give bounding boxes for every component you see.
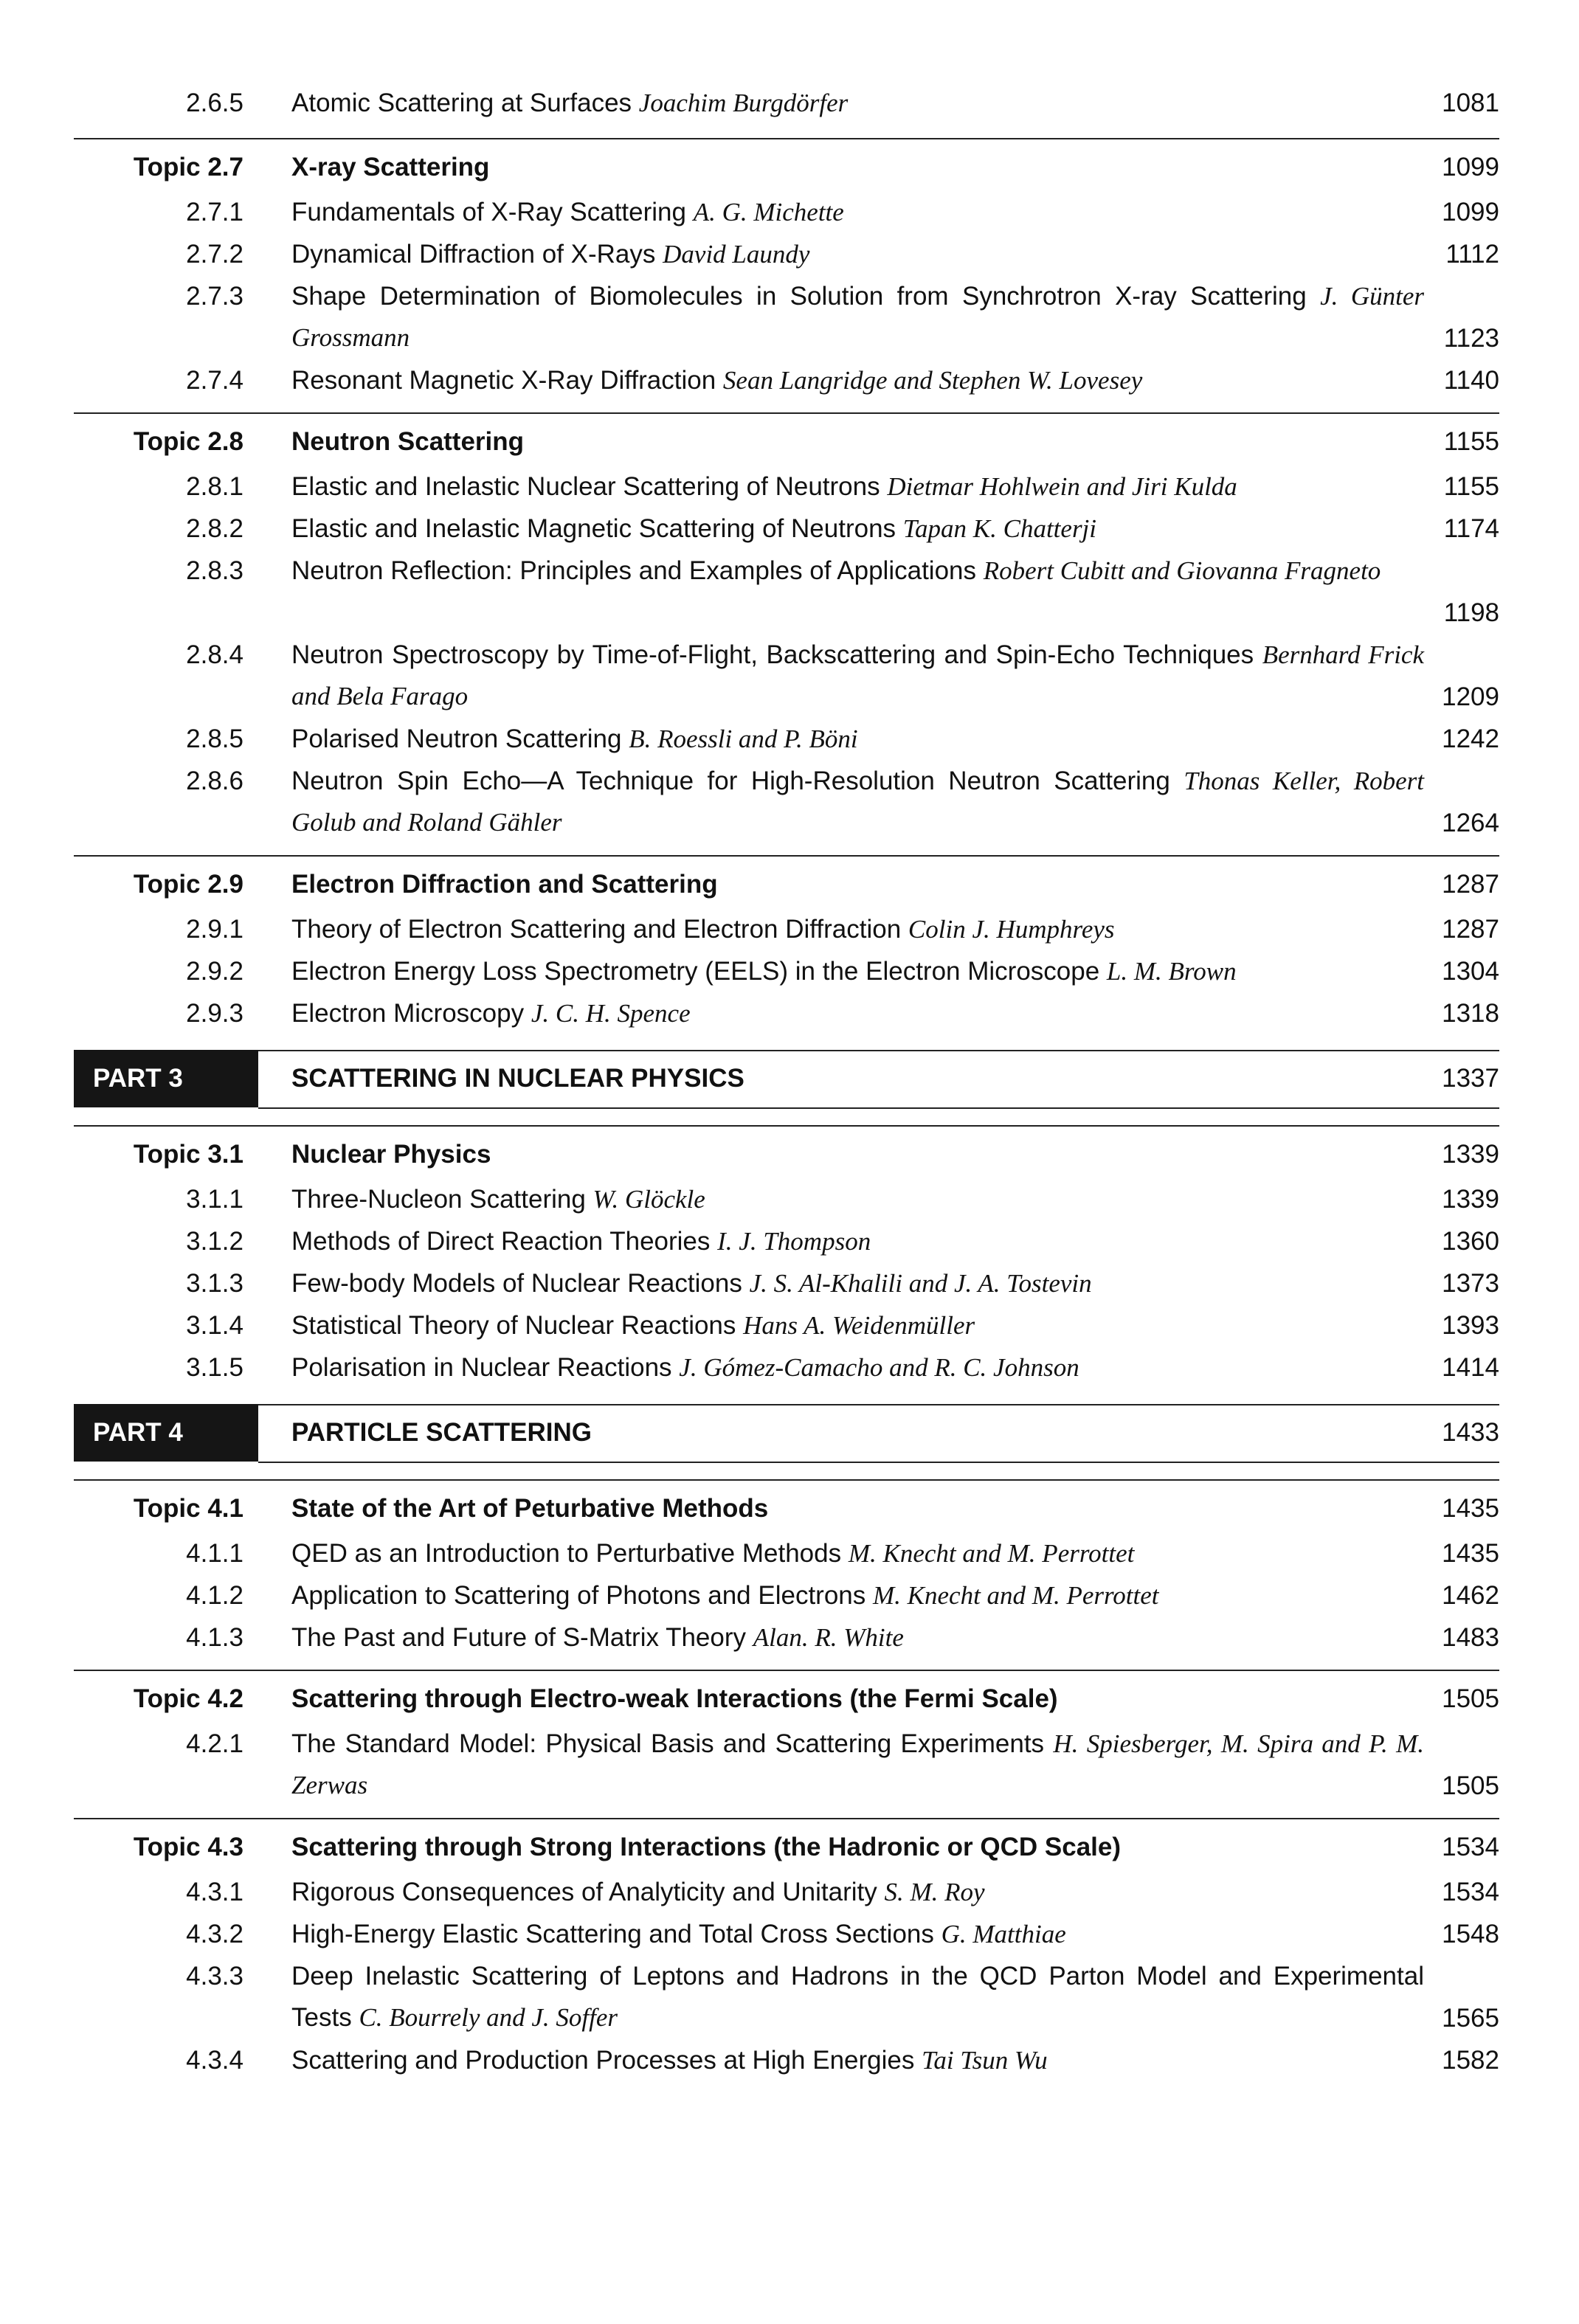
entry-number: 2.7.2 bbox=[186, 240, 243, 269]
entry-text bbox=[291, 634, 1424, 717]
entry-number: 2.8.6 bbox=[186, 767, 243, 795]
entry-title: High-Energy Elastic Scattering and Total Cross Sections bbox=[291, 1920, 934, 1948]
entry-page-number: 1534 bbox=[1442, 1878, 1499, 1906]
entry-author: S. M. Roy bbox=[884, 1878, 985, 1906]
entry-title: Resonant Magnetic X-Ray Diffraction bbox=[291, 366, 716, 395]
entry-page-number: 1360 bbox=[1442, 1227, 1499, 1256]
entry-text bbox=[291, 2040, 1383, 2081]
entry-title: Neutron Spin Echo—A Technique for High-Resolution Neutron Scattering bbox=[291, 767, 1170, 795]
toc-entry[interactable] bbox=[0, 466, 1579, 508]
entry-author: Joachim Burgdörfer bbox=[638, 89, 849, 117]
toc-entry[interactable] bbox=[0, 360, 1579, 402]
entry-title: Electron Energy Loss Spectrometry (EELS) in the Electron Microscope bbox=[291, 957, 1100, 986]
entry-page-number: 1373 bbox=[1442, 1269, 1499, 1298]
topic-title: Nuclear Physics bbox=[291, 1140, 491, 1169]
toc-entry[interactable] bbox=[0, 83, 1579, 125]
entry-author: Sean Langridge and Stephen W. Lovesey bbox=[722, 366, 1143, 395]
entry-title: Polarised Neutron Scattering bbox=[291, 724, 622, 753]
topic-divider bbox=[74, 1670, 1499, 1671]
entry-page-number: 1414 bbox=[1442, 1353, 1499, 1382]
entry-page-number: 1318 bbox=[1442, 999, 1499, 1028]
entry-text bbox=[291, 719, 1383, 760]
toc-entry[interactable] bbox=[0, 719, 1579, 761]
entry-text bbox=[291, 83, 1383, 124]
entry-title: The Standard Model: Physical Basis and Scattering Experiments bbox=[291, 1729, 1045, 1758]
entry-author: Colin J. Humphreys bbox=[908, 915, 1115, 944]
toc-entry[interactable] bbox=[0, 1221, 1579, 1263]
entry-page-number: 1099 bbox=[1442, 198, 1499, 226]
entry-title: Elastic and Inelastic Magnetic Scattering of Neutrons bbox=[291, 514, 896, 543]
entry-title: QED as an Introduction to Perturbative Methods bbox=[291, 1539, 842, 1568]
toc-entry[interactable] bbox=[0, 761, 1579, 845]
entry-author: M. Knecht and M. Perrottet bbox=[848, 1539, 1135, 1568]
entry-number: 2.6.5 bbox=[186, 89, 243, 117]
toc-entry[interactable] bbox=[0, 1347, 1579, 1389]
part-rule-bottom bbox=[258, 1462, 1499, 1463]
entry-text bbox=[291, 1956, 1424, 2038]
entry-title: Deep Inelastic Scattering of Leptons and Hadrons in the QCD Parton Model and Experimental Tests bbox=[291, 1962, 1424, 2032]
entry-page-number: 1339 bbox=[1442, 1185, 1499, 1214]
topic-heading[interactable] bbox=[0, 864, 1579, 906]
topic-title: State of the Art of Peturbative Methods bbox=[291, 1494, 769, 1523]
entry-author: Thonas Keller, Robert Golub and Roland Gähler bbox=[291, 767, 1424, 837]
toc-entry[interactable] bbox=[0, 234, 1579, 276]
topic-label: Topic 2.9 bbox=[133, 870, 243, 899]
entry-text bbox=[291, 192, 1383, 233]
entry-author: J. Gómez-Camacho and R. C. Johnson bbox=[679, 1353, 1079, 1382]
entry-page-number: 1081 bbox=[1442, 89, 1499, 117]
entry-author: Hans A. Weidenmüller bbox=[743, 1311, 975, 1340]
entry-page-number: 1123 bbox=[1443, 324, 1499, 353]
entry-author: C. Bourrely and J. Soffer bbox=[359, 2003, 618, 2032]
entry-number: 2.9.1 bbox=[186, 915, 243, 944]
entry-page-number: 1393 bbox=[1442, 1311, 1499, 1340]
entry-number: 2.8.5 bbox=[186, 724, 243, 753]
topic-label: Topic 2.7 bbox=[133, 153, 243, 181]
entry-title: Shape Determination of Biomolecules in Solution from Synchrotron X-ray Scattering bbox=[291, 282, 1307, 311]
topic-page-number: 1099 bbox=[1442, 153, 1499, 181]
entry-number: 2.8.4 bbox=[186, 640, 243, 669]
part-label-box: PART 4 bbox=[74, 1404, 258, 1462]
entry-text bbox=[291, 761, 1424, 843]
entry-title: Three-Nucleon Scattering bbox=[291, 1185, 586, 1214]
toc-entry[interactable] bbox=[0, 550, 1579, 634]
entry-page-number: 1582 bbox=[1442, 2046, 1499, 2075]
topic-divider bbox=[74, 1479, 1499, 1481]
entry-page-number: 1198 bbox=[1443, 598, 1499, 627]
entry-number: 4.2.1 bbox=[186, 1729, 243, 1758]
entry-page-number: 1483 bbox=[1442, 1623, 1499, 1652]
topic-title: Scattering through Electro-weak Interactions (the Fermi Scale) bbox=[291, 1684, 1058, 1713]
entry-author: W. Glöckle bbox=[592, 1185, 705, 1214]
entry-text bbox=[291, 1914, 1383, 1955]
entry-author: L. M. Brown bbox=[1106, 957, 1237, 986]
entry-title: Few-body Models of Nuclear Reactions bbox=[291, 1269, 742, 1298]
entry-number: 2.8.1 bbox=[186, 472, 243, 501]
entry-title: Polarisation in Nuclear Reactions bbox=[291, 1353, 672, 1382]
topic-divider bbox=[74, 1125, 1499, 1127]
topic-heading[interactable] bbox=[0, 1134, 1579, 1176]
entry-page-number: 1155 bbox=[1443, 472, 1499, 501]
toc-entry[interactable] bbox=[0, 276, 1579, 360]
entry-author: Tapan K. Chatterji bbox=[902, 514, 1097, 543]
topic-page-number: 1339 bbox=[1442, 1140, 1499, 1169]
entry-text bbox=[291, 276, 1424, 359]
entry-title: Methods of Direct Reaction Theories bbox=[291, 1227, 711, 1256]
topic-title: X-ray Scattering bbox=[291, 153, 490, 181]
toc-entry[interactable] bbox=[0, 1956, 1579, 2040]
topic-heading[interactable] bbox=[0, 147, 1579, 189]
topic-divider bbox=[74, 138, 1499, 139]
entry-number: 4.3.4 bbox=[186, 2046, 243, 2075]
entry-page-number: 1505 bbox=[1442, 1771, 1499, 1800]
entry-text bbox=[291, 508, 1383, 550]
toc-entry[interactable] bbox=[0, 508, 1579, 550]
entry-author: Alan. R. White bbox=[753, 1623, 904, 1652]
entry-number: 4.1.1 bbox=[186, 1539, 243, 1568]
entry-title: Elastic and Inelastic Nuclear Scattering of Neutrons bbox=[291, 472, 880, 501]
topic-divider bbox=[74, 855, 1499, 857]
entry-text bbox=[291, 550, 1424, 592]
toc-entry[interactable] bbox=[0, 909, 1579, 951]
entry-text bbox=[291, 951, 1383, 992]
entry-number: 4.3.1 bbox=[186, 1878, 243, 1906]
part-title[interactable]: SCATTERING IN NUCLEAR PHYSICS bbox=[291, 1064, 744, 1093]
entry-number: 4.1.2 bbox=[186, 1581, 243, 1610]
entry-author: B. Roessli and P. Böni bbox=[629, 724, 858, 753]
entry-author: H. Spiesberger, M. Spira and P. M. Zerwas bbox=[291, 1729, 1424, 1799]
entry-number: 2.9.3 bbox=[186, 999, 243, 1028]
toc-entry[interactable] bbox=[0, 1723, 1579, 1808]
entry-page-number: 1462 bbox=[1442, 1581, 1499, 1610]
entry-page-number: 1548 bbox=[1442, 1920, 1499, 1948]
entry-author: G. Matthiae bbox=[941, 1920, 1066, 1948]
entry-text bbox=[291, 466, 1383, 508]
entry-text bbox=[291, 993, 1383, 1034]
entry-author: Dietmar Hohlwein and Jiri Kulda bbox=[887, 472, 1237, 501]
topic-label: Topic 2.8 bbox=[133, 427, 243, 456]
toc-entry[interactable] bbox=[0, 1179, 1579, 1221]
topic-title: Electron Diffraction and Scattering bbox=[291, 870, 718, 899]
entry-text bbox=[291, 1347, 1383, 1388]
entry-text bbox=[291, 909, 1383, 950]
entry-text bbox=[291, 1575, 1383, 1616]
topic-divider bbox=[74, 412, 1499, 414]
entry-text bbox=[291, 1263, 1383, 1304]
toc-entry[interactable] bbox=[0, 951, 1579, 993]
entry-title: Theory of Electron Scattering and Electron Diffraction bbox=[291, 915, 902, 944]
topic-divider bbox=[74, 1818, 1499, 1819]
topic-page-number: 1287 bbox=[1442, 870, 1499, 899]
topic-page-number: 1505 bbox=[1442, 1684, 1499, 1713]
entry-number: 2.7.4 bbox=[186, 366, 243, 395]
entry-author: J. Günter Grossmann bbox=[291, 282, 1424, 352]
topic-page-number: 1155 bbox=[1443, 427, 1499, 456]
entry-title: Neutron Spectroscopy by Time-of-Flight, Backscattering and Spin-Echo Techniques bbox=[291, 640, 1254, 669]
entry-text bbox=[291, 234, 1383, 275]
entry-page-number: 1140 bbox=[1443, 366, 1499, 395]
entry-page-number: 1209 bbox=[1442, 682, 1499, 711]
topic-label: Topic 4.2 bbox=[133, 1684, 243, 1713]
topic-heading[interactable] bbox=[0, 1488, 1579, 1530]
part-page-number: 1337 bbox=[1442, 1064, 1499, 1093]
topic-page-number: 1534 bbox=[1442, 1833, 1499, 1861]
toc-entry[interactable] bbox=[0, 2040, 1579, 2082]
entry-page-number: 1565 bbox=[1442, 2004, 1499, 2033]
toc-entry[interactable] bbox=[0, 1617, 1579, 1659]
topic-label: Topic 4.1 bbox=[133, 1494, 243, 1523]
topic-heading[interactable] bbox=[0, 421, 1579, 463]
entry-text bbox=[291, 1179, 1383, 1220]
entry-number: 3.1.4 bbox=[186, 1311, 243, 1340]
entry-author: A. G. Michette bbox=[693, 198, 844, 226]
entry-text bbox=[291, 1533, 1383, 1574]
entry-author: Tai Tsun Wu bbox=[922, 2046, 1048, 2075]
entry-page-number: 1435 bbox=[1442, 1539, 1499, 1568]
entry-title: Atomic Scattering at Surfaces bbox=[291, 89, 632, 117]
topic-page-number: 1435 bbox=[1442, 1494, 1499, 1523]
entry-title: Statistical Theory of Nuclear Reactions bbox=[291, 1311, 736, 1340]
topic-title: Neutron Scattering bbox=[291, 427, 525, 456]
toc-entry[interactable] bbox=[0, 993, 1579, 1035]
entry-number: 3.1.3 bbox=[186, 1269, 243, 1298]
entry-number: 2.9.2 bbox=[186, 957, 243, 986]
entry-title: Dynamical Diffraction of X-Rays bbox=[291, 240, 656, 269]
entry-number: 3.1.5 bbox=[186, 1353, 243, 1382]
entry-text bbox=[291, 1305, 1383, 1346]
topic-heading[interactable] bbox=[0, 1678, 1579, 1720]
entry-title: Application to Scattering of Photons and Electrons bbox=[291, 1581, 866, 1610]
entry-number: 4.3.3 bbox=[186, 1962, 243, 1991]
toc-entry[interactable] bbox=[0, 1914, 1579, 1956]
toc-entry[interactable] bbox=[0, 1263, 1579, 1305]
entry-title: Electron Microscopy bbox=[291, 999, 525, 1028]
entry-text bbox=[291, 360, 1383, 401]
entry-title: The Past and Future of S-Matrix Theory bbox=[291, 1623, 747, 1652]
topic-title: Scattering through Strong Interactions (the Hadronic or QCD Scale) bbox=[291, 1833, 1121, 1861]
topic-heading[interactable] bbox=[0, 1827, 1579, 1869]
toc-entry[interactable] bbox=[0, 1872, 1579, 1914]
entry-author: I. J. Thompson bbox=[717, 1227, 871, 1256]
entry-number: 2.7.3 bbox=[186, 282, 243, 311]
entry-author: David Laundy bbox=[663, 240, 810, 269]
toc-entry[interactable] bbox=[0, 634, 1579, 719]
entry-text bbox=[291, 1221, 1383, 1262]
entry-number: 2.8.2 bbox=[186, 514, 243, 543]
part-page-number: 1433 bbox=[1442, 1418, 1499, 1447]
entry-page-number: 1242 bbox=[1442, 724, 1499, 753]
part-label-box: PART 3 bbox=[74, 1050, 258, 1107]
entry-text bbox=[291, 1617, 1383, 1659]
entry-author: J. C. H. Spence bbox=[531, 999, 691, 1028]
entry-number: 3.1.1 bbox=[186, 1185, 243, 1214]
part-rule-bottom bbox=[258, 1107, 1499, 1109]
entry-page-number: 1264 bbox=[1442, 809, 1499, 837]
entry-text bbox=[291, 1723, 1424, 1806]
entry-author: Robert Cubitt and Giovanna Fragneto bbox=[983, 556, 1381, 585]
entry-page-number: 1112 bbox=[1445, 240, 1499, 269]
toc-entry[interactable] bbox=[0, 1305, 1579, 1347]
entry-number: 4.3.2 bbox=[186, 1920, 243, 1948]
toc-entry[interactable] bbox=[0, 1533, 1579, 1575]
entry-text bbox=[291, 1872, 1383, 1913]
part-title[interactable]: PARTICLE SCATTERING bbox=[291, 1418, 592, 1447]
entry-title: Neutron Reflection: Principles and Examples of Applications bbox=[291, 556, 976, 585]
entry-author: J. S. Al-Khalili and J. A. Tostevin bbox=[749, 1269, 1092, 1298]
entry-page-number: 1304 bbox=[1442, 957, 1499, 986]
entry-number: 2.8.3 bbox=[186, 556, 243, 585]
entry-author: M. Knecht and M. Perrottet bbox=[873, 1581, 1159, 1610]
entry-number: 4.1.3 bbox=[186, 1623, 243, 1652]
entry-number: 3.1.2 bbox=[186, 1227, 243, 1256]
topic-label: Topic 3.1 bbox=[133, 1140, 243, 1169]
toc-entry[interactable] bbox=[0, 192, 1579, 234]
entry-author: Bernhard Frick and Bela Farago bbox=[291, 640, 1424, 710]
entry-number: 2.7.1 bbox=[186, 198, 243, 226]
entry-page-number: 1287 bbox=[1442, 915, 1499, 944]
toc-entry[interactable] bbox=[0, 1575, 1579, 1617]
topic-label: Topic 4.3 bbox=[133, 1833, 243, 1861]
entry-title: Fundamentals of X-Ray Scattering bbox=[291, 198, 686, 226]
entry-page-number: 1174 bbox=[1443, 514, 1499, 543]
entry-title: Scattering and Production Processes at High Energies bbox=[291, 2046, 915, 2075]
entry-title: Rigorous Consequences of Analyticity and Unitarity bbox=[291, 1878, 877, 1906]
